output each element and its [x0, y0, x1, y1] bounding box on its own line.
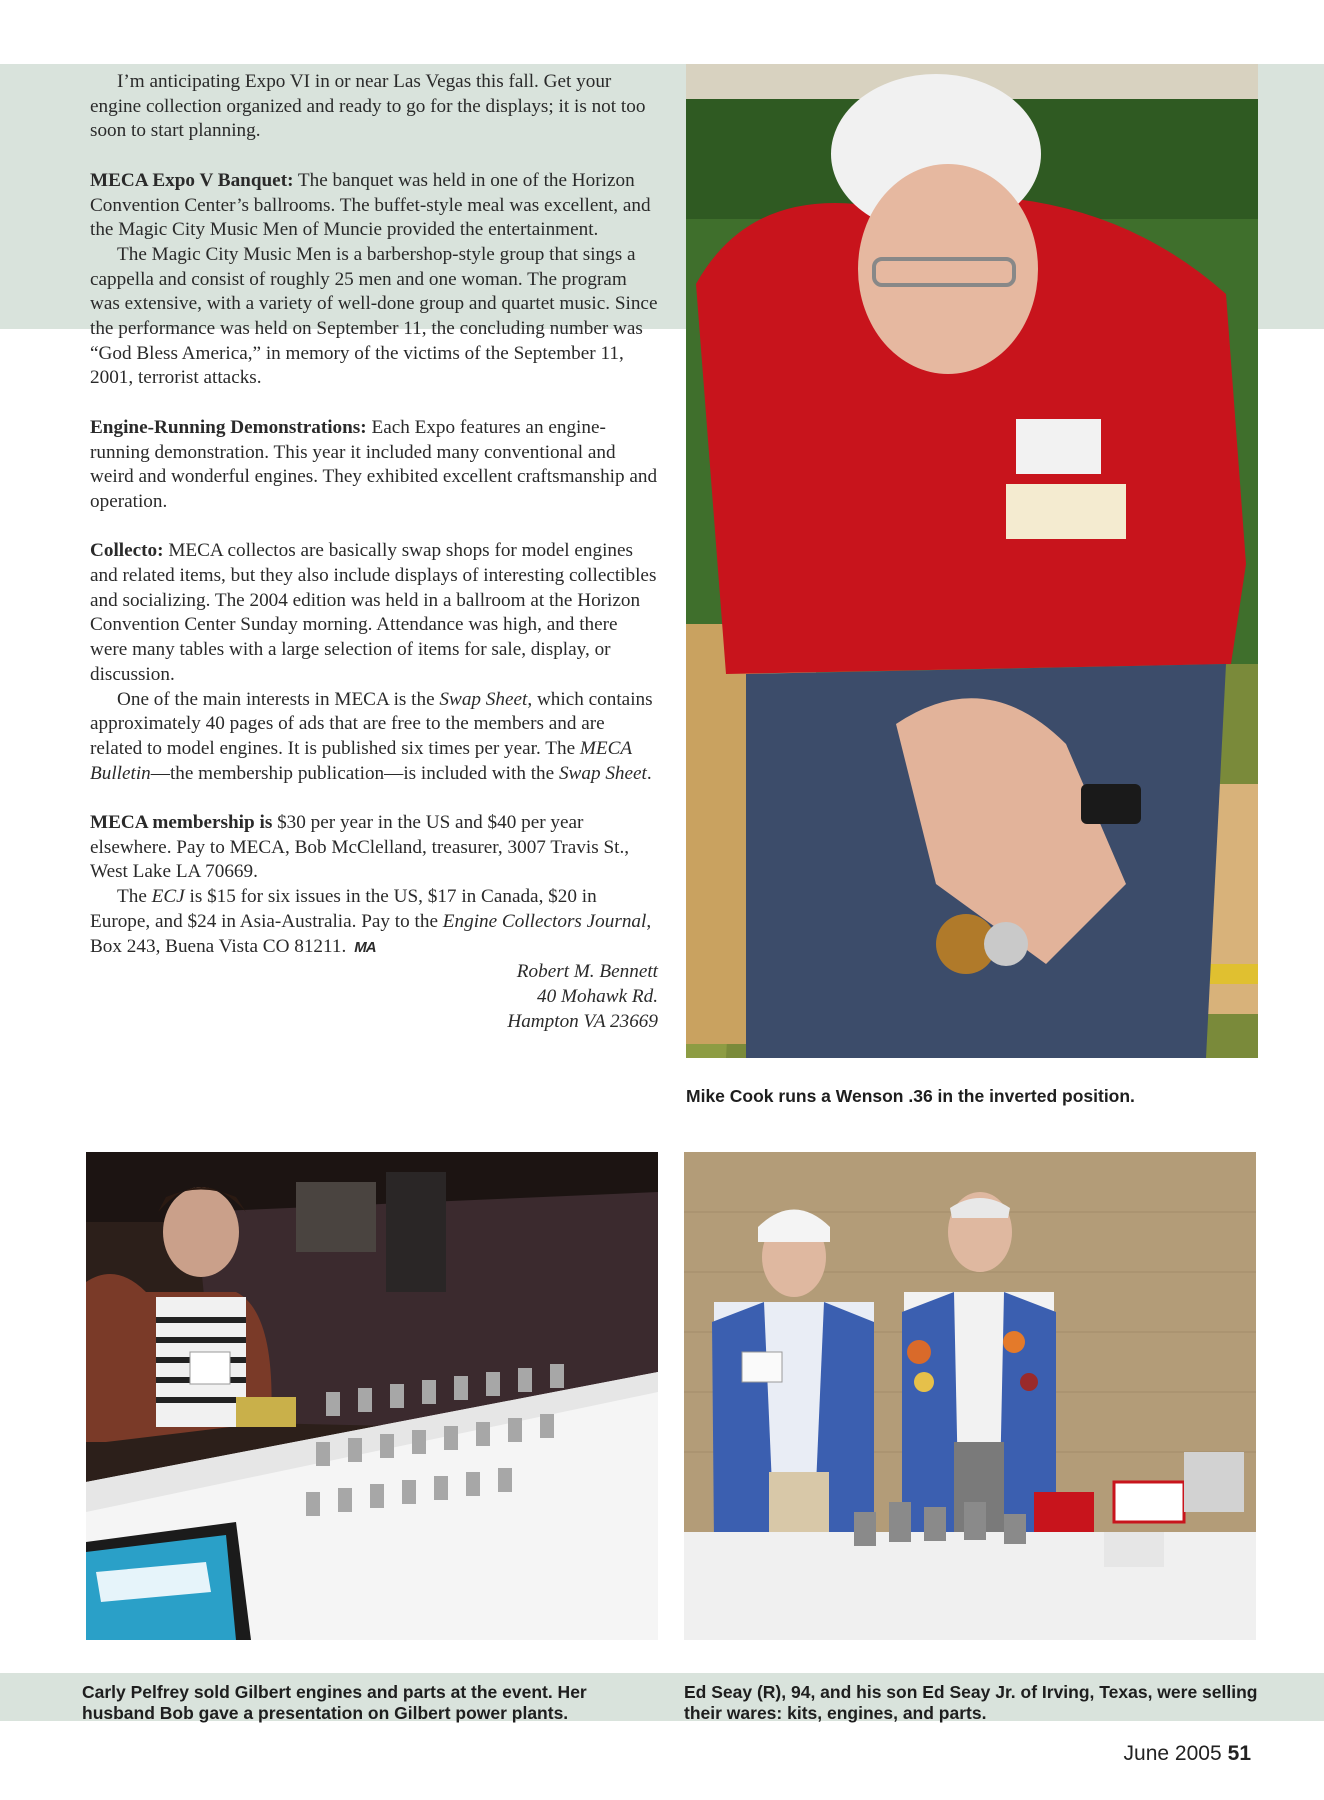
- music-men-paragraph: The Magic City Music Men is a barbershop-style group that sings a cappella and consist of roughly 25 men and one woman. The program was extensive, with a variety of well-done group and quartet music. Since the performance was held on September 11, the concluding number was “God Bless America,” in memory of the victims of the September 11, 2001, terrorist attacks.: [90, 243, 658, 389]
- collecto-heading: Collecto:: [90, 540, 164, 562]
- article-intro-paragraph: I’m anticipating Expo VI in or near Las Vegas this fall. Get your engine collection organized and ready to go for the displays; it is not too soon to start planning.: [90, 71, 646, 142]
- banquet-paragraph: MECA Expo V Banquet: The banquet was held in one of the Horizon Convention Center’s ballrooms. The buffet-style meal was excellent, and the Magic City Music Men of Muncie provided the entertainment.: [90, 169, 651, 241]
- photo-carly-pelfrey: [86, 1152, 658, 1640]
- running-demo-heading: Engine-Running Demonstrations:: [90, 416, 367, 438]
- ma-end-mark: MA: [354, 938, 376, 956]
- author-street: 40 Mohawk Rd.: [537, 985, 658, 1007]
- issue-date: June 2005: [1123, 1742, 1222, 1765]
- caption-carly-pelfrey: Carly Pelfrey sold Gilbert engines and parts at the event. Her husband Bob gave a presentation on Gilbert power plants.: [82, 1682, 587, 1723]
- author-name: Robert M. Bennett: [516, 961, 658, 983]
- caption-mike-cook: Mike Cook runs a Wenson .36 in the inverted position.: [686, 1086, 1135, 1106]
- ecj-paragraph: The ECJ is $15 for six issues in the US, $17 in Canada, $20 in Europe, and $24 in Asia-Australia. Pay to the Engine Collectors Journal, Box 243, Buena Vista CO 81211. MA: [90, 886, 652, 957]
- banquet-heading: MECA Expo V Banquet:: [90, 169, 294, 191]
- caption-ed-seay: Ed Seay (R), 94, and his son Ed Seay Jr. of Irving, Texas, were selling their wares: kits, engines, and parts.: [684, 1682, 1258, 1723]
- author-city: Hampton VA 23669: [507, 1010, 658, 1032]
- page-number: 51: [1227, 1742, 1251, 1765]
- article-text-column: [90, 70, 658, 1034]
- page-folio: [1124, 1742, 1251, 1766]
- running-demo-paragraph: Engine-Running Demonstrations: Each Expo features an engine-running demonstration. This year it included many conventional and weird and wonderful engines. They exhibited excellent craftsmanship and operation.: [90, 416, 658, 512]
- membership-heading: MECA membership is: [90, 812, 273, 834]
- photo-mike-cook: [686, 64, 1258, 1058]
- membership-paragraph: MECA membership is $30 per year in the US and $40 per year elsewhere. Pay to MECA, Bob McClelland, treasurer, 3007 Travis St., West Lake LA 70669.: [90, 812, 630, 883]
- swap-sheet-paragraph: One of the main interests in MECA is the Swap Sheet, which contains approximately 40 pages of ads that are free to the members and are related to model engines. It is published six times per year. The MECA Bulletin—the membership publication—is included with the Swap Sheet.: [90, 688, 653, 784]
- photo-ed-seay: [684, 1152, 1256, 1640]
- collecto-paragraph: Collecto: MECA collectos are basically swap shops for model engines and related items, but they also include displays of interesting collectibles and socializing. The 2004 edition was held in a ballroom at the Horizon Convention Center Sunday morning. Attendance was high, and there were many tables with a large selection of items for sale, display, or discussion.: [90, 540, 657, 685]
